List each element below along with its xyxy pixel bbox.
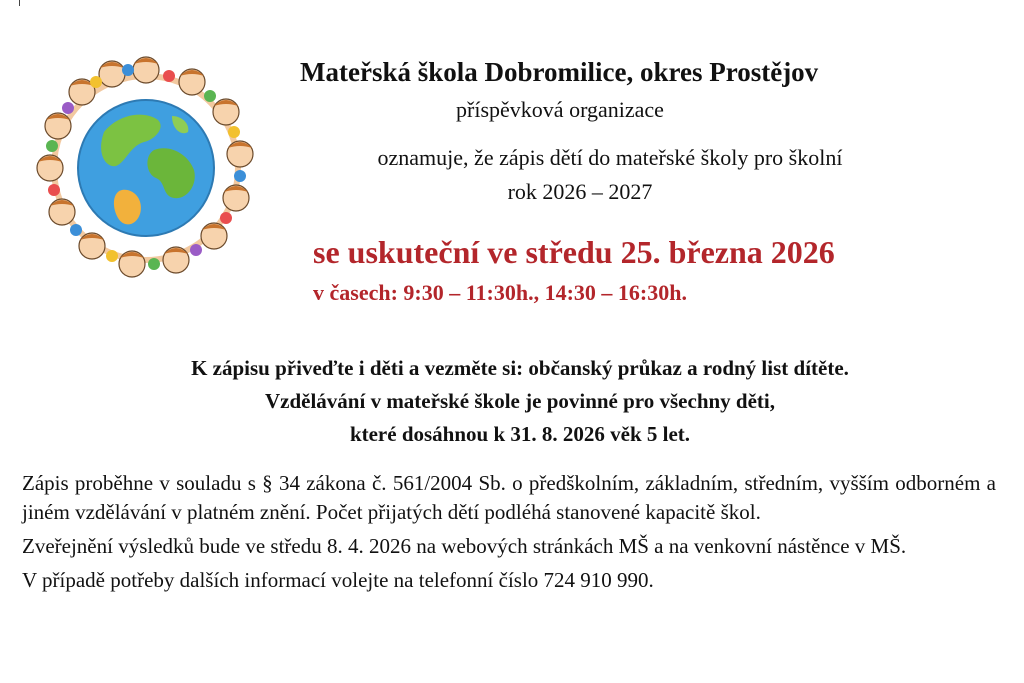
instruction-line-1: K zápisu přiveďte i děti a vezměte si: občanský průkaz a rodný list dítěte. [191, 356, 849, 380]
children-around-globe-icon [26, 50, 266, 282]
contact-paragraph: V případě potřeby dalších informací volejte na telefonní číslo 724 910 990. [22, 568, 654, 592]
legal-basis-paragraph: Zápis proběhne v souladu s § 34 zákona č. 561/2004 Sb. o předškolním, základním, středním, vyšším odborném a jiném vzdělávání v platném znění. Počet přijatých dětí podléhá stanovené kapacitě škol. [22, 471, 996, 524]
details-block [22, 469, 996, 600]
instruction-line-3: které dosáhnou k 31. 8. 2026 věk 5 let. [349, 422, 691, 446]
enrollment-date: se uskuteční ve středu 25. března 2026 [313, 234, 835, 270]
instructions-block [60, 352, 980, 451]
enrollment-times: v časech: 9:30 – 11:30h., 14:30 – 16:30h. [313, 280, 687, 305]
results-paragraph: Zveřejnění výsledků bude ve středu 8. 4. 2026 na webových stránkách MŠ a na venkovní nástěnce v MŠ. [22, 534, 907, 558]
organization-type: příspěvková organizace [456, 97, 664, 122]
announcement-line-1: oznamuje, že zápis dětí do mateřské školy pro školní [377, 145, 843, 170]
school-name-title: Mateřská škola Dobromilice, okres Prostějov [300, 57, 819, 87]
instruction-line-2: Vzdělávání v mateřské škole je povinné pro všechny děti, [264, 389, 776, 413]
announcement-line-2: rok 2026 – 2027 [507, 179, 653, 204]
page-corner-mark [19, 0, 20, 6]
